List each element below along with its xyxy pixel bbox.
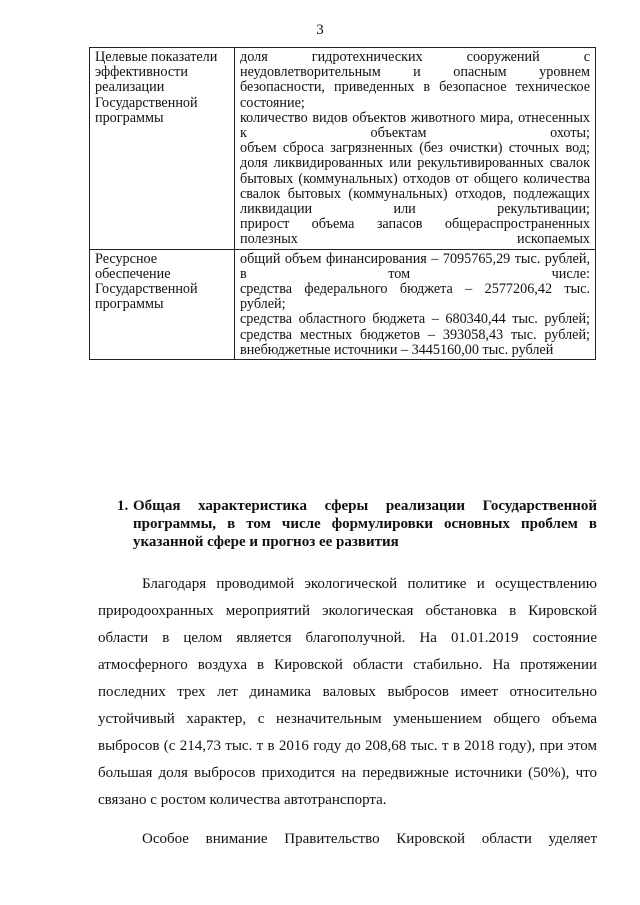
row-label-performance-indicators: Целевые показатели эффективности реализации Государственной программы — [90, 48, 235, 250]
table-row — [90, 249, 596, 359]
list-item: общий объем финансирования – 7095765,29 тыс. рублей, в том числе: — [240, 250, 590, 282]
list-item: доля гидротехнических сооружений с неудовлетворительным и опасным уровнем безопасности, приведенных в безопасное техническое состояние; — [240, 49, 590, 111]
program-passport-table — [89, 47, 596, 360]
row-content-performance-indicators — [235, 48, 596, 250]
row-label-resource-support: Ресурсное обеспечение Государственной программы — [90, 249, 235, 359]
row-content-resource-support — [235, 249, 596, 359]
body-text — [98, 571, 597, 853]
table-row — [90, 48, 596, 250]
list-item: внебюджетные источники – 3445160,00 тыс. рублей — [240, 341, 554, 358]
section-number: 1. — [117, 498, 129, 514]
paragraph: Особое внимание Правительство Кировской области уделяет — [142, 831, 597, 847]
list-item: прирост объема запасов общераспространенных полезных ископаемых — [240, 216, 590, 248]
list-item: средства местных бюджетов – 393058,43 тыс. рублей; — [240, 326, 590, 343]
list-item: средства областного бюджета – 680340,44 тыс. рублей; — [240, 311, 590, 328]
page-number: 3 — [316, 22, 324, 38]
section-heading — [117, 497, 597, 551]
list-item: объем сброса загрязненных (без очистки) сточных вод; — [240, 140, 590, 157]
section-title: Общая характеристика сферы реализации Государственной программы, в том числе формулировки основных проблем в указанной сфере и прогноз ее развития — [133, 498, 597, 550]
list-item: средства федерального бюджета – 2577206,42 тыс. рублей; — [240, 281, 590, 313]
paragraph: Благодаря проводимой экологической политике и осуществлению природоохранных мероприятий экологическая обстановка в Кировской области в целом является благополучной. На 01.01.2019 состояние атмосферного воздуха в Кировской области стабильно. На протяжении последних трех лет динамика валовых выбросов имеет относительно устойчивый характер, с незначительным уменьшением общего объема выбросов (с 214,73 тыс. т в 2016 году до 208,68 тыс. т в 2018 году), при этом большая доля выбросов приходится на передвижные источники (50%), что связано с ростом количества автотранспорта. — [98, 576, 597, 808]
list-item: доля ликвидированных или рекультивированных свалок бытовых (коммунальных) отходов от общего количества свалок бытовых (коммунальных) отходов, подлежащих ликвидации или рекультивации; — [240, 155, 590, 218]
list-item: количество видов объектов животного мира, отнесенных к объектам охоты; — [240, 109, 590, 142]
